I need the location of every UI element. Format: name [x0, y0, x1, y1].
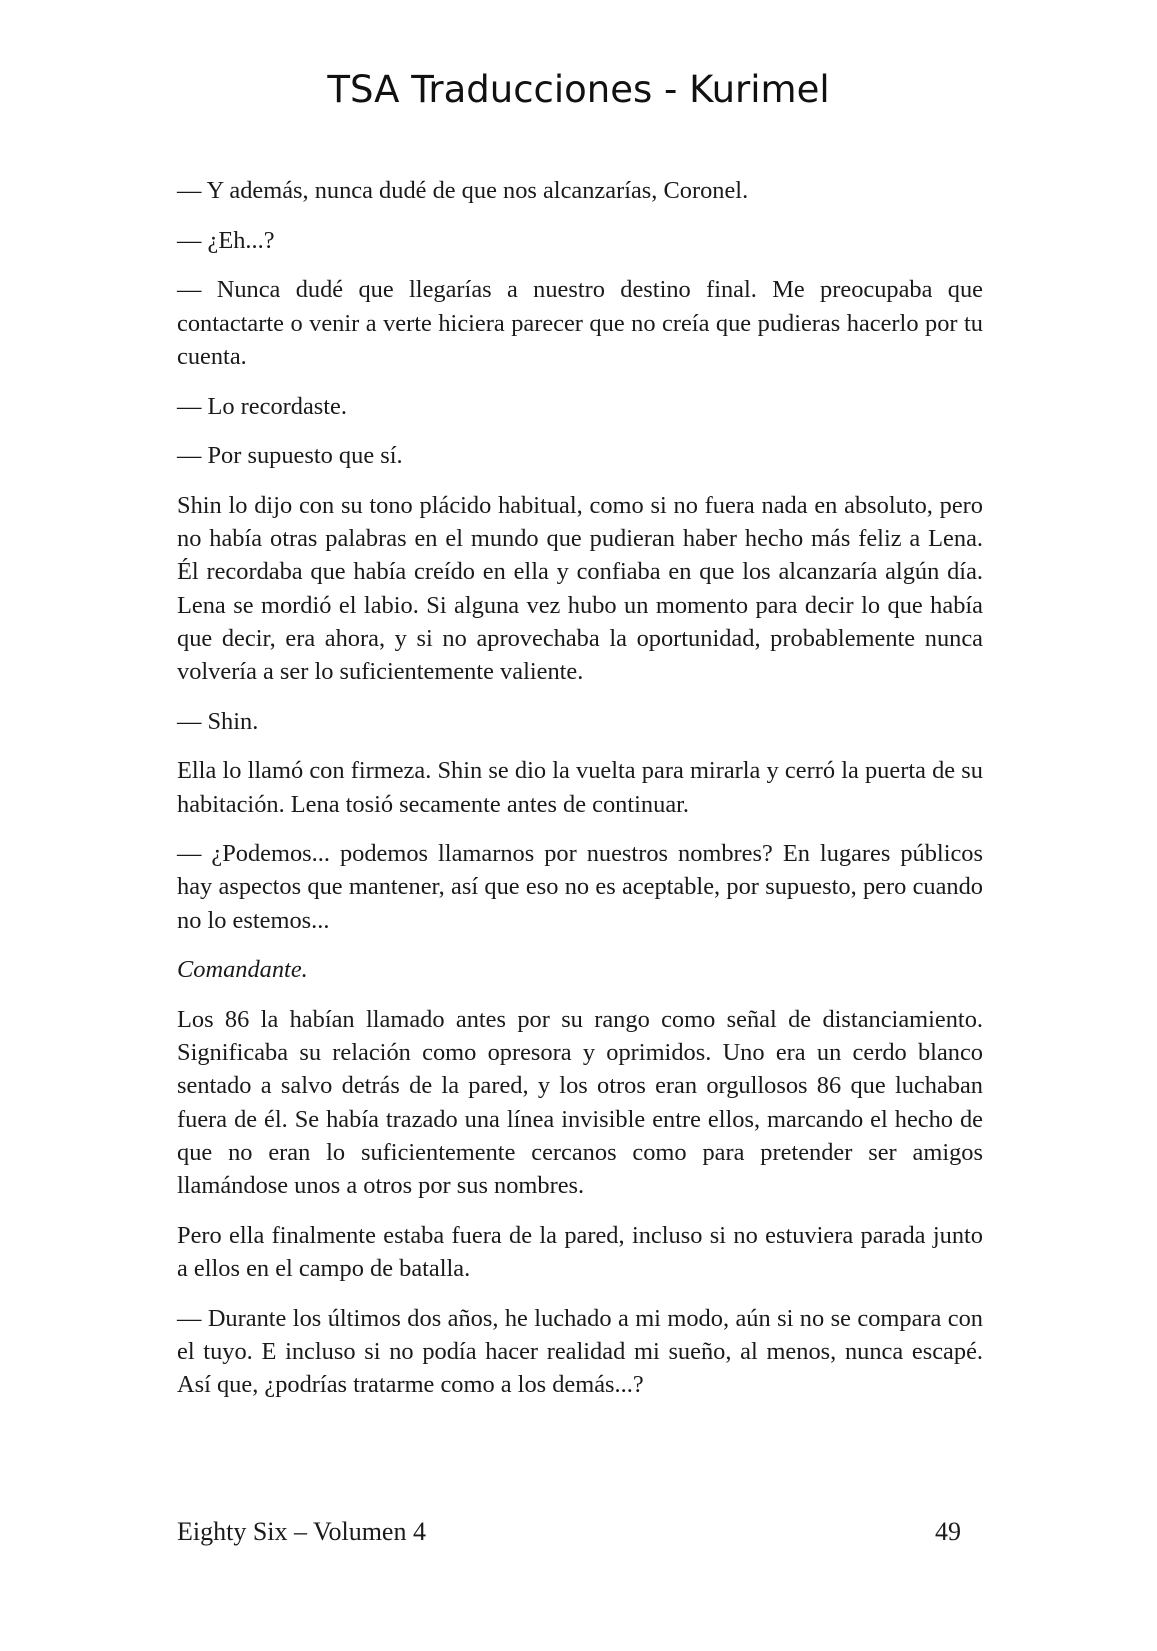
dialogue-paragraph-7: — Shin. [177, 707, 259, 735]
dialogue-paragraph-3: — Nunca dudé que llegarías a nuestro destino final. Me preocupaba que contactarte o venir a verte hiciera parecer que no creía que pudieras hacerlo por tu cuenta. [177, 276, 983, 370]
narrative-paragraph-8: Ella lo llamó con firmeza. Shin se dio la vuelta para mirarla y cerró la puerta de su habitación. Lena tosió secamente antes de continuar. [177, 757, 983, 818]
dialogue-paragraph-2: — ¿Eh...? [177, 226, 275, 254]
narrative-paragraph-6: Shin lo dijo con su tono plácido habitual, como si no fuera nada en absoluto, pero no había otras palabras en el mundo que pudieran haber hecho más feliz a Lena. Él recordaba que había creído en ella y confiaba en que los alcanzaría algún día. Lena se mordió el labio. Si alguna vez hubo un momento para decir lo que había que decir, era ahora, y si no aprovechaba la oportunidad, probablemente nunca volvería a ser lo suficientemente valiente. [177, 491, 983, 685]
narrative-paragraph-11: Los 86 la habían llamado antes por su rango como señal de distanciamiento. Significaba su relación como opresora y oprimidos. Uno era un cerdo blanco sentado a salvo detrás de la pared, y los otros eran orgullosos 86 que luchaban fuera de él. Se había trazado una línea invisible entre ellos, marcando el hecho de que no eran lo suficientemente cercanos como para pretender ser amigos llamándose unos a otros por sus nombres. [177, 1006, 983, 1200]
dialogue-paragraph-5: — Por supuesto que sí. [177, 442, 403, 470]
footer-page-number: 49 [935, 1517, 961, 1546]
dialogue-paragraph-9: — ¿Podemos... podemos llamarnos por nuestros nombres? En lugares públicos hay aspectos que mantener, así que eso no es aceptable, por supuesto, pero cuando no lo estemos... [177, 840, 983, 934]
dialogue-paragraph-13: — Durante los últimos dos años, he luchado a mi modo, aún si no se compara con el tuyo. E incluso si no podía hacer realidad mi sueño, al menos, nunca escapé. Así que, ¿podrías tratarme como a los demás...? [177, 1304, 983, 1399]
dialogue-paragraph-4: — Lo recordaste. [177, 392, 347, 420]
footer-book-title: Eighty Six – Volumen 4 [177, 1517, 426, 1546]
italic-thought-paragraph: Comandante. [177, 956, 308, 984]
narrative-paragraph-12: Pero ella finalmente estaba fuera de la pared, incluso si no estuviera parada junto a ellos en el campo de batalla. [177, 1221, 983, 1282]
page-body [177, 174, 983, 1418]
dialogue-paragraph-1: — Y además, nunca dudé de que nos alcanzarías, Coronel. [177, 177, 749, 204]
page-footer [177, 1514, 961, 1550]
page-header-title: TSA Traducciones - Kurimel [327, 68, 830, 111]
